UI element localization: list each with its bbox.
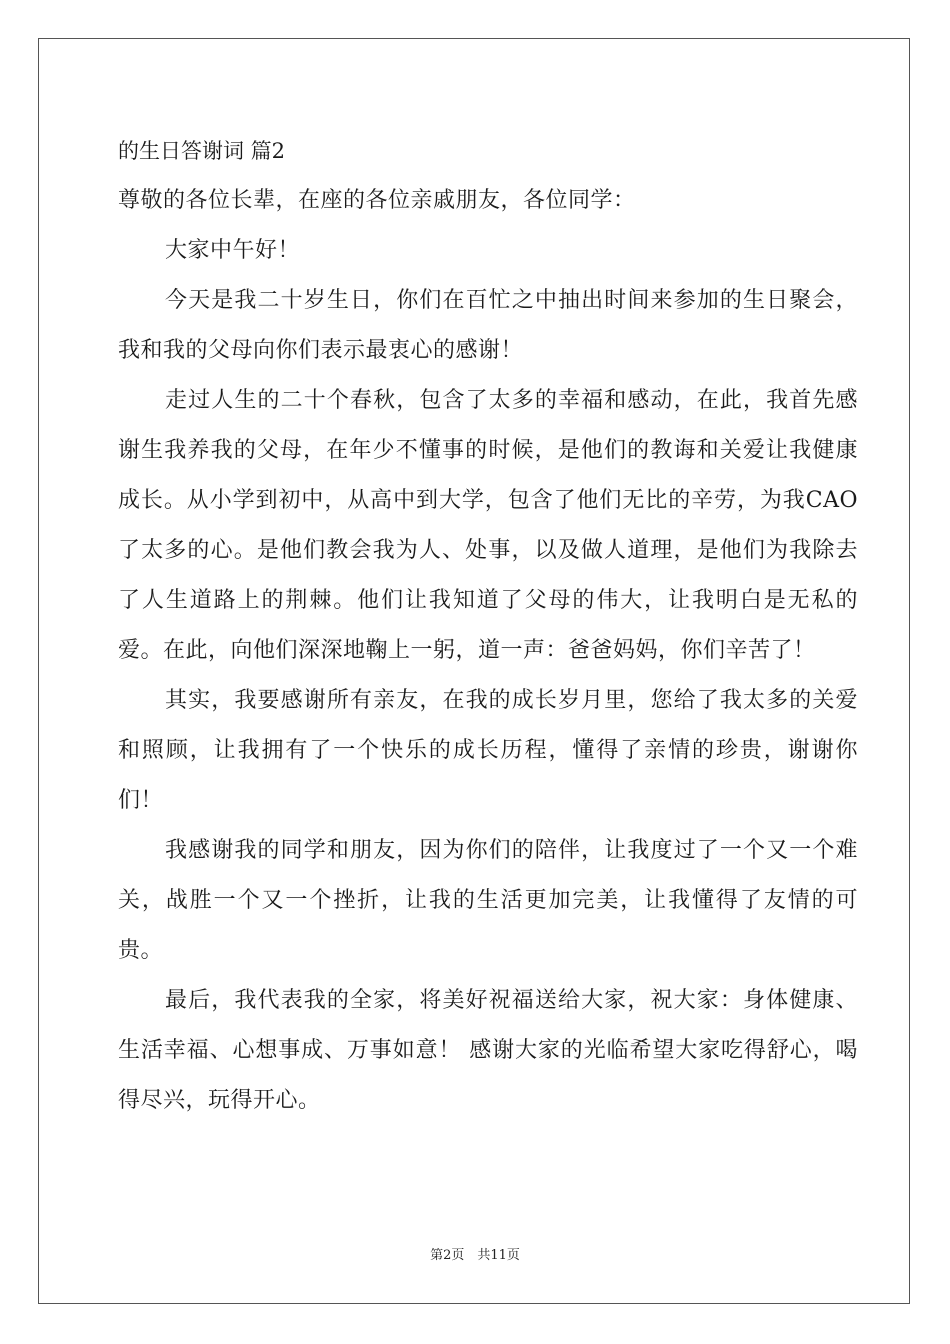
document-title: 的生日答谢词 篇2	[118, 139, 286, 163]
paragraph-closing: 最后，我代表我的全家，将美好祝福送给大家，祝大家：身体健康、生活幸福、心想事成、万事如意！ 感谢大家的光临希望大家吃得舒心，喝得尽兴，玩得开心。	[118, 988, 858, 1113]
paragraph-greeting: 大家中午好！	[165, 238, 301, 263]
salutation: 尊敬的各位长辈，在座的各位亲戚朋友，各位同学：	[118, 188, 636, 213]
page-number-footer: 第2页 共11页	[430, 1248, 520, 1263]
paragraph-thanks-friends: 我感谢我的同学和朋友，因为你们的陪伴，让我度过了一个又一个难关，战胜一个又一个挫折，让我的生活更加完美，让我懂得了友情的可贵。	[118, 838, 858, 963]
paragraph-thanks-parents: 走过人生的二十个春秋，包含了太多的幸福和感动，在此，我首先感谢生我养我的父母，在年少不懂事的时候，是他们的教诲和关爱让我健康成长。从小学到初中，从高中到大学，包含了他们无比的辛劳，为我CAO了太多的心。是他们教会我为人、处事，以及做人道理，是他们为我除去了人生道路上的荆棘。他们让我知道了父母的伟大，让我明白是无私的爱。在此，向他们深深地鞠上一躬，道一声：爸爸妈妈，你们辛苦了！	[118, 388, 858, 663]
document-body	[118, 126, 858, 1126]
paragraph-thanks-attendance: 今天是我二十岁生日，你们在百忙之中抽出时间来参加的生日聚会，我和我的父母向你们表示最衷心的感谢！	[118, 288, 858, 363]
paragraph-thanks-relatives: 其实，我要感谢所有亲友，在我的成长岁月里，您给了我太多的关爱和照顾，让我拥有了一个快乐的成长历程，懂得了亲情的珍贵，谢谢你们！	[118, 688, 858, 813]
